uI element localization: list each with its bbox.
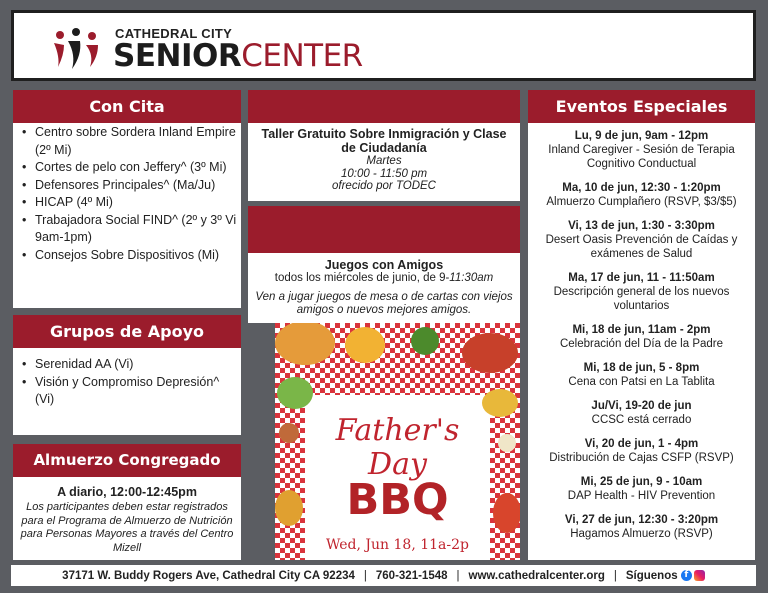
event-date: Mi, 25 de jun, 9 - 10am <box>580 476 703 488</box>
flyer-when: Wed, Jun 18, 11a-2p <box>326 537 469 553</box>
logo-top-text: CATHEDRAL CITY <box>115 26 233 41</box>
facebook-icon[interactable]: f <box>681 570 692 581</box>
con-cita-list <box>17 124 237 264</box>
juegos-when: todos los miércoles de junio, de 9-11:30am <box>274 272 494 284</box>
eventos-title: Eventos Especiales <box>528 90 755 123</box>
header <box>11 10 756 81</box>
taller-panel <box>248 123 520 201</box>
almuerzo-time: A diario, 12:00-12:45pm <box>57 485 197 499</box>
event-date: Vi, 27 de jun, 12:30 - 3:20pm <box>564 514 719 526</box>
taller-band <box>248 90 520 123</box>
grupos-title: Grupos de Apoyo <box>13 315 241 348</box>
con-cita-title: Con Cita <box>13 90 241 123</box>
event-date: Vi, 13 de jun, 1:30 - 3:30pm <box>568 220 715 232</box>
list-item: • Serenidad AA (Vi) <box>35 356 237 374</box>
event-desc: Cena con Patsi en La Tablita <box>568 376 715 388</box>
event-item <box>532 129 751 171</box>
footer-address: 37171 W. Buddy Rogers Ave, Cathedral City CA 92234 <box>62 569 355 582</box>
list-item: • Cortes de pelo con Jeffery^ (3º Mi) <box>35 159 237 177</box>
footer-website-link[interactable]: www.cathedralcenter.org <box>468 569 605 582</box>
taller-day: Martes <box>366 155 402 167</box>
event-desc: Almuerzo Cumplañero (RSVP, $3/$5) <box>546 196 737 208</box>
event-item <box>532 399 751 427</box>
fathers-day-bbq-flyer <box>275 323 520 560</box>
flyer-day: Day <box>368 447 427 482</box>
taller-time: 10:00 - 11:50 pm <box>340 167 428 180</box>
event-date: Lu, 9 de jun, 9am - 12pm <box>574 130 709 142</box>
taller-title: Taller Gratuito Sobre Inmigración y Clase de Ciudadanía <box>261 127 507 155</box>
event-date: Ju/Vi, 19-20 de jun <box>591 400 692 412</box>
instagram-icon[interactable] <box>694 570 705 581</box>
list-item: • Visión y Compromiso Depresión^ (Vi) <box>35 374 237 409</box>
logo-main-text: SENIORCENTER <box>113 38 363 74</box>
event-date: Mi, 18 de jun, 5 - 8pm <box>583 362 700 374</box>
event-desc: Celebración del Día de la Padre <box>559 338 724 350</box>
event-item <box>532 475 751 503</box>
event-item <box>532 361 751 389</box>
event-date: Mi, 18 de jun, 11am - 2pm <box>572 324 711 336</box>
event-date: Vi, 20 de jun, 1 - 4pm <box>584 438 699 450</box>
juegos-band <box>248 206 520 253</box>
flyer-fathers: Father's <box>335 413 460 448</box>
eventos-panel <box>528 123 755 560</box>
flyer-bbq: BBQ <box>346 475 449 525</box>
event-desc: Descripción general de los nuevos voluntarios <box>553 286 730 312</box>
footer-sep: | <box>456 569 460 582</box>
footer-phone[interactable]: 760-321-1548 <box>375 569 448 582</box>
event-item <box>532 181 751 209</box>
event-item <box>532 271 751 313</box>
event-desc: Hagamos Almuerzo (RSVP) <box>570 528 713 540</box>
footer <box>11 565 756 586</box>
footer-social: Síguenos f <box>626 570 705 582</box>
list-item: • Trabajadora Social FIND^ (2º y 3º Vi 9am-1pm) <box>35 212 237 247</box>
list-item: • Defensores Principales^ (Ma/Ju) <box>35 177 237 195</box>
almuerzo-title: Almuerzo Congregado <box>13 444 241 477</box>
almuerzo-panel <box>13 477 241 560</box>
juegos-desc: Ven a jugar juegos de mesa o de cartas con viejos amigos o nuevos mejores amigos. <box>255 291 513 316</box>
event-item <box>532 219 751 261</box>
event-desc: Distribución de Cajas CSFP (RSVP) <box>549 452 734 464</box>
taller-by: ofrecido por TODEC <box>332 180 436 192</box>
grupos-list <box>17 356 237 409</box>
event-date: Ma, 10 de jun, 12:30 - 1:20pm <box>562 182 721 194</box>
footer-sep: | <box>363 569 367 582</box>
event-item <box>532 513 751 541</box>
footer-sep: | <box>613 569 617 582</box>
list-item: • HICAP (4º Mi) <box>35 194 237 212</box>
event-item <box>532 323 751 351</box>
event-date: Ma, 17 de jun, 11 - 11:50am <box>568 272 715 284</box>
juegos-panel <box>248 253 520 323</box>
event-item <box>532 437 751 465</box>
list-item: • Centro sobre Sordera Inland Empire (2º Mi) <box>35 124 237 159</box>
con-cita-panel <box>13 123 241 308</box>
almuerzo-desc: Los participantes deben estar registrados para el Programa de Almuerzo de Nutrición para Personas Mayores a través del Centro Mizell <box>20 501 234 554</box>
grupos-panel <box>13 348 241 435</box>
event-desc: DAP Health - HIV Prevention <box>567 490 716 502</box>
list-item: • Consejos Sobre Dispositivos (Mi) <box>35 247 237 265</box>
juegos-title: Juegos con Amigos <box>324 258 444 272</box>
eventos-list <box>532 129 751 541</box>
event-desc: Desert Oasis Prevención de Caídas y exámenes de Salud <box>545 234 738 260</box>
event-desc: Inland Caregiver - Sesión de Terapia Cognitivo Conductual <box>548 144 735 170</box>
event-desc: CCSC está cerrado <box>591 414 692 426</box>
people-logo-icon <box>50 27 102 71</box>
